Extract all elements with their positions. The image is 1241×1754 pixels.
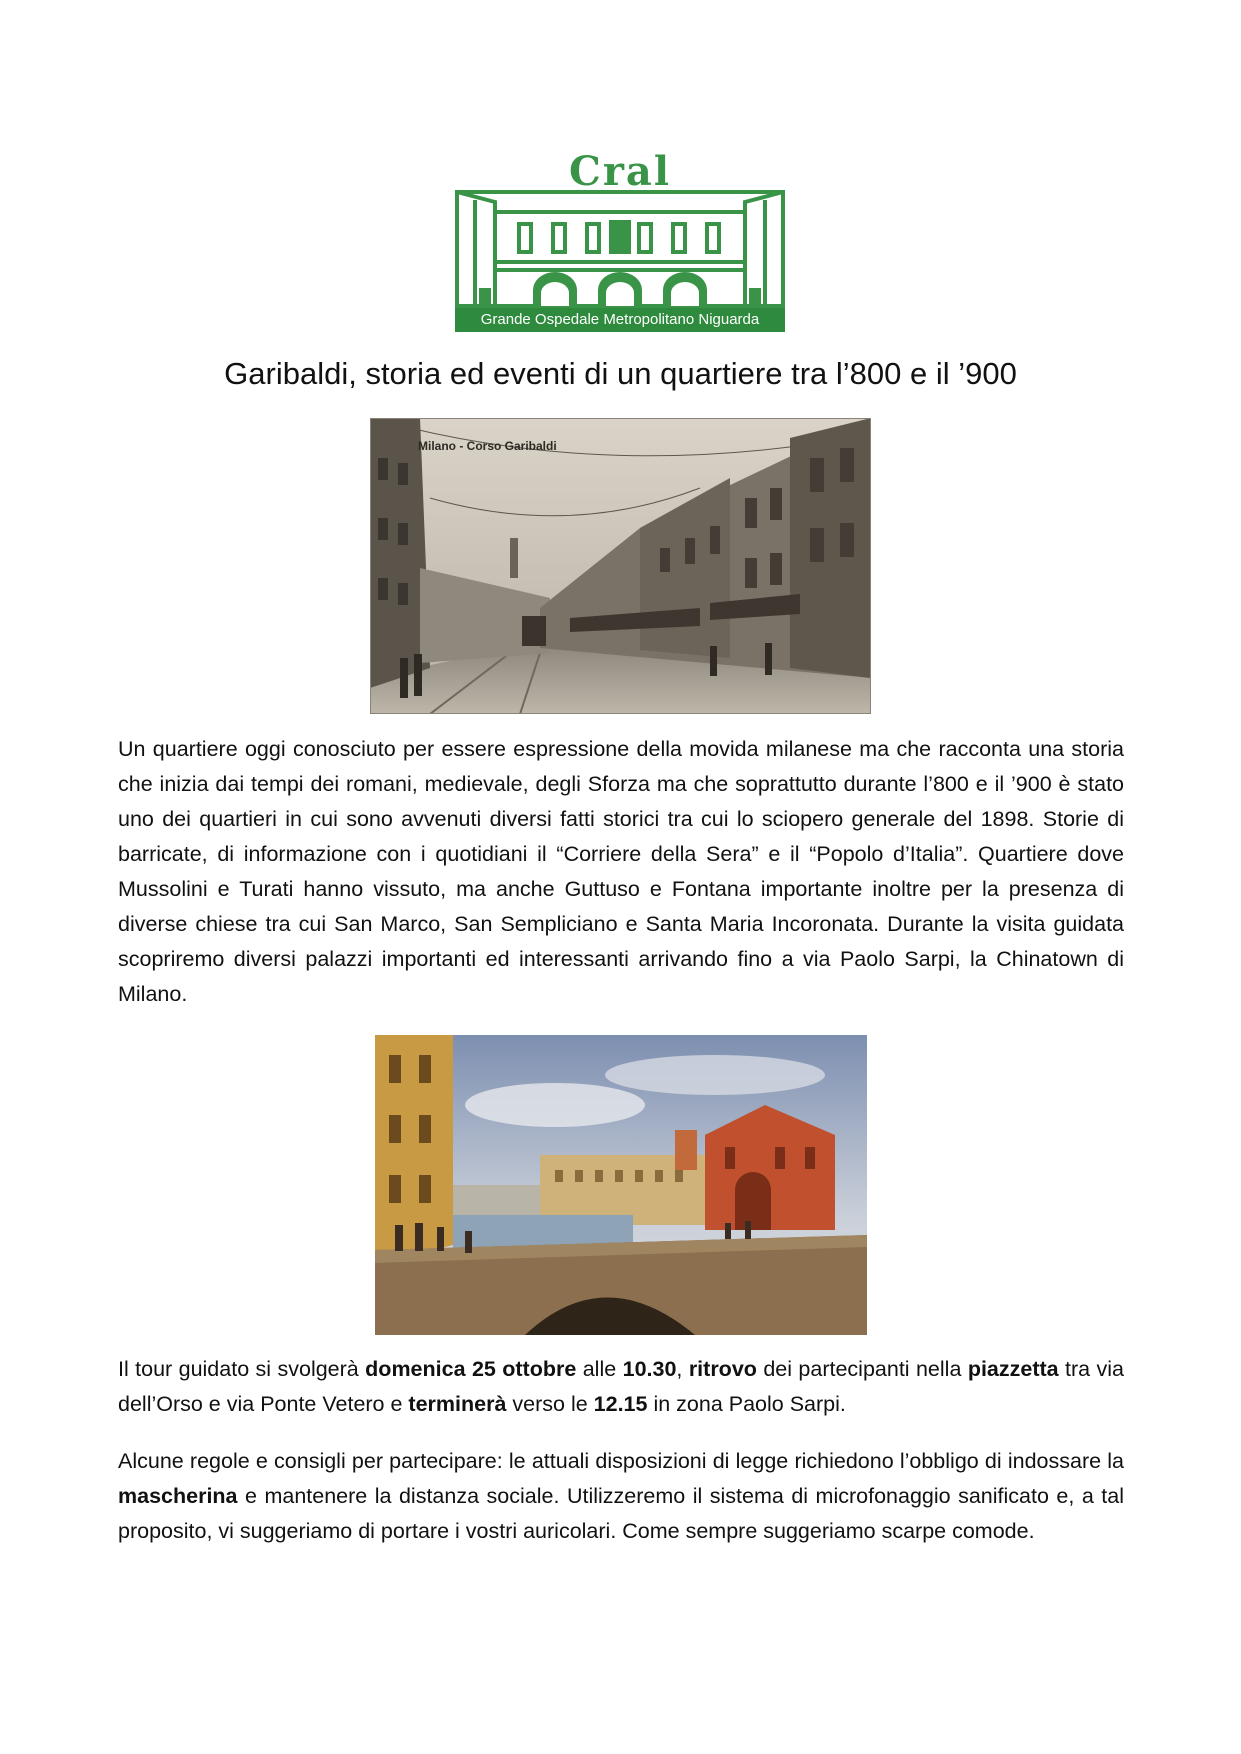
rules-text: e mantenere la distanza sociale. Utilizzeremo il sistema di microfonaggio sanificato e, a tal proposito, vi suggeriamo di portare i vostri auricolari. Come sempre suggeriamo scarpe comode. — [118, 1484, 1124, 1543]
tour-start-time: 10.30 — [622, 1357, 677, 1381]
tour-text: Il tour guidato si svolgerà — [118, 1357, 366, 1381]
tour-meeting-label: ritrovo — [688, 1357, 757, 1381]
postcard-caption: Milano - Corso Garibaldi — [418, 439, 557, 453]
logo-subtitle: Grande Ospedale Metropolitano Niguarda — [455, 308, 785, 332]
tour-text: in zona Paolo Sarpi. — [647, 1392, 846, 1416]
building-facade-logo-icon — [455, 190, 785, 308]
tour-text: dei partecipanti nella — [756, 1357, 968, 1381]
tour-end-time: 12.15 — [593, 1392, 648, 1416]
logo-wordmark: Cral — [568, 148, 672, 195]
document-title: Garibaldi, storia ed eventi di un quartiere tra l’800 e il ’900 — [224, 356, 1017, 391]
tour-text: verso le — [506, 1392, 594, 1416]
tour-text: , — [676, 1357, 689, 1381]
tour-end-label: terminerà — [408, 1392, 507, 1416]
tour-meeting-place: piazzetta — [967, 1357, 1059, 1381]
rules-mask: mascherina — [118, 1484, 238, 1508]
cral-logo — [455, 148, 785, 334]
intro-paragraph: Un quartiere oggi conosciuto per essere espressione della movida milanese ma che racconta una storia che inizia dai tempi dei romani, medievale, degli Sforza ma che soprattutto durante l’800 e il ’900 è stato uno dei quartieri in cui sono avvenuti diversi fatti storici tra cui lo sciopero generale del 1898. Storie di barricate, di informazione con i quotidiani il “Corriere della Sera” e il “Popolo d’Italia”. Quartiere dove Mussolini e Turati hanno vissuto, ma anche Guttuso e Fontana importante inoltre per la presenza di diverse chiese tra cui San Marco, San Sempliciano e Santa Maria Incoronata. Durante la visita guidata scopriremo diversi palazzi importanti ed interessanti arrivando fino a via Paolo Sarpi, la Chinatown di Milano. — [118, 737, 1124, 1006]
naviglio-painting-image — [375, 1035, 867, 1335]
rules-paragraph — [118, 1444, 1124, 1549]
tour-date: domenica 25 ottobre — [365, 1357, 577, 1381]
tour-text: tra via dell’Orso e via Ponte Vetero e — [118, 1357, 1125, 1416]
rules-text: Alcune regole e consigli per partecipare: le attuali disposizioni di legge richiedono l’obbligo di indossare la — [118, 1449, 1124, 1473]
corso-garibaldi-postcard-image — [370, 418, 871, 714]
tour-details-paragraph — [118, 1352, 1124, 1422]
tour-text: alle — [576, 1357, 623, 1381]
